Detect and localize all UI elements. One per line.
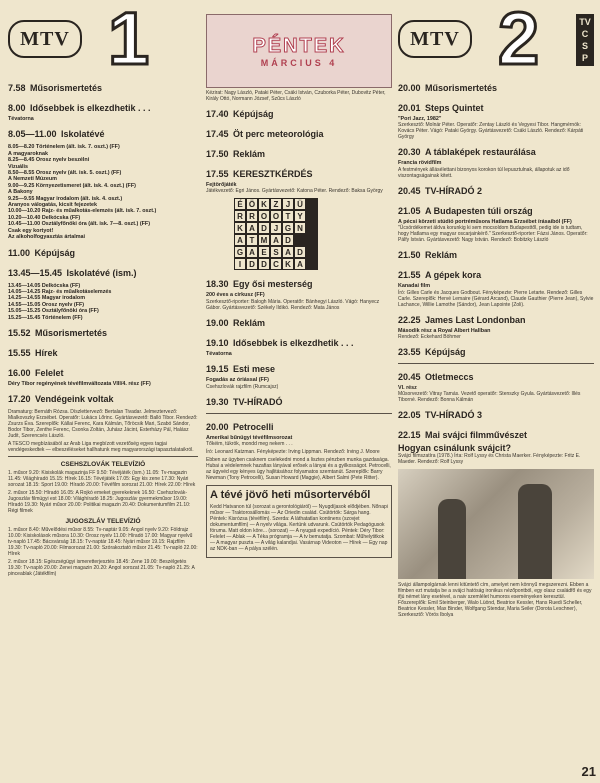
crossword-cell: K bbox=[282, 258, 294, 270]
program-title: A táblaképek restaurálása bbox=[424, 147, 536, 158]
program-heading bbox=[8, 243, 198, 261]
program-heading bbox=[398, 245, 594, 263]
program-time: 17.20 bbox=[8, 394, 31, 405]
crossword-cell: M bbox=[258, 234, 270, 246]
program-title: A Budapesten túli ország bbox=[424, 205, 533, 216]
program-title: Petrocelli bbox=[232, 421, 274, 432]
program-entry bbox=[398, 142, 594, 178]
program-entry bbox=[206, 333, 392, 357]
program-entry bbox=[398, 245, 594, 263]
program-subline: Az alkoholfogyasztás ártalmai bbox=[8, 234, 85, 241]
program-desc: Rendező: Eckehard Böhmer bbox=[398, 334, 461, 341]
mtv1-logo: MTV bbox=[8, 20, 82, 58]
cast-top: Kézirat: Nagy László, Pataki Péter, Csáki István, Czuborka Péter, Dubovitz Péter, Király Ottó, Normann József, Szűcs László bbox=[206, 90, 386, 102]
program-title: James Last Londonban bbox=[424, 314, 526, 325]
program-time: 8.00 bbox=[8, 103, 26, 113]
photo-caption: Svájci állampolgárnak lenni kitüntető cím, amelyet nem könnyű megszerezni. Ebben a filmben ezt mutatja be a svájci hatóság ironikus nézőpontból, egy olasz családfő és egy ifjú német lány esetével, a naiv szemlélet humoros eseményeken keresztül. Főszereplők: Emil Steinberger, Walo Lüönd, Beatrice Kessler, Hans Ruedi Scheller, Beatrice Kessler, Max Binder, Wolfgang Stendar, Maria Seiler (Dorota Leschner), Szerkesztő: Vörös Ibolya bbox=[398, 582, 592, 619]
program-entry bbox=[8, 144, 198, 240]
program-time: 13.45—15.45 bbox=[8, 267, 63, 278]
crossword-cell: A bbox=[234, 234, 246, 246]
program-subline: 10.20—10.40 Delkócska (FF) bbox=[8, 214, 81, 221]
program-entry bbox=[206, 313, 392, 331]
program-desc: A festmények állásélettani bizonyos korokon túl lepusztulnak, állapotuk az idő viszontagságainak kitett. bbox=[398, 166, 570, 179]
crossword-cell bbox=[306, 234, 318, 246]
program-entry bbox=[8, 283, 198, 321]
program-heading bbox=[398, 201, 594, 219]
mtv2-program-list bbox=[398, 78, 594, 360]
crossword-cell: D bbox=[246, 258, 258, 270]
petrocelli-text: Ebben az ügyben csaknem cselekedni mond a lisztes pénzben munka gazdasága. Hubai a védelemnek hazafias lányával erősek a lányai és a gyilkosságot. Petrocelli, az ügyvéd egy kényes ügy hajlitásához folyamatos szemtanút. Szereplők: Barry Newman (Tony Petrocelli), Susan Howard (Maggie), Albert Salmi (Pete Ritter). bbox=[206, 457, 391, 482]
program-heading bbox=[206, 104, 392, 122]
program-title: Idősebbek is elkezdhetik . . . bbox=[232, 337, 354, 348]
tv-csp-letter: C bbox=[581, 29, 589, 39]
program-desc: Játékvezető: Egri János. Gyártásvezető: Katona Péter. Rendező: Baksa György bbox=[206, 188, 383, 195]
program-subline: Csak egy kortyot! bbox=[8, 227, 54, 234]
mtv2-program-list-b bbox=[398, 367, 594, 465]
program-title: Műsorismertetés bbox=[424, 83, 498, 93]
program-entry bbox=[398, 367, 594, 403]
next-week-title: A tévé jövő heti műsortervéből bbox=[210, 489, 371, 502]
program-heading bbox=[398, 367, 594, 385]
column-friday bbox=[206, 0, 392, 558]
program-time: 18.30 bbox=[206, 279, 229, 290]
crossword-cell: T bbox=[246, 234, 258, 246]
crossword-cell: I bbox=[234, 258, 246, 270]
crossword-cell: T bbox=[282, 210, 294, 222]
program-heading bbox=[398, 405, 594, 423]
program-subline: 10.45—11.00 Osztályfőnöki óra (ált. isk. 7—8. oszt.) (FF) bbox=[8, 221, 150, 228]
crossword-cell: O bbox=[258, 210, 270, 222]
program-entry bbox=[398, 98, 594, 140]
program-subline: 15.05—15.25 Osztályfőnöki óra (FF) bbox=[8, 308, 99, 315]
program-desc: Szerkesztő-riporter: Balogh Mária. Operatőr: Bánhegyi László. Vágó: Hanyecz Gábor. Gyártásvezető: Székely Ildikó. Rendező: Mata János bbox=[206, 298, 380, 311]
crossword-cell: R bbox=[234, 210, 246, 222]
program-subtitle2: Hogyan csinálunk svájcit? bbox=[398, 443, 512, 454]
crossword-cell: Ü bbox=[294, 198, 306, 210]
program-entry bbox=[8, 323, 198, 341]
vendeg-text: A TESCO megbízásából az Arab Liga megbízott vezetőség egyes tagjai vendégeskedtek — elbeszéléseket hallhatunk meg magyarországi tapasztalataikról. bbox=[8, 441, 194, 454]
program-subline: 14.05—14.25 Rajz- és műalkotáselemzés bbox=[8, 288, 112, 295]
program-heading bbox=[206, 164, 392, 182]
next-week-text: Kedd Hatvanon túl (sorozat a gerontológiáról) — Nyugdíjasok elődjében. Nőnapi műsor — Traktorosállomás — Az Oriedin család. Csütörtök: Sárga hang. Péntek: Kisrózsa (tévéfilm). Szerda: A láthatatlan kontinens (szovjet dokumentumfilm) — A nyelv világa. Kertünk udvarunk. Csütörtök Pedagógusok fóruma. Matt oldon köre... (sorozat) — A nyugati expedíció. Péntek: Déry Tibor: Felelet — Ablak — A Téka prógramja — A tv bemutatja. Szombat: Műhelytitkok — A magyar puszta — A világ kalandjai. Vasárnap Videoton — Hírek — Egy nap az NDK-ban — A pálya szélén. bbox=[210, 504, 388, 553]
program-heading bbox=[8, 98, 198, 116]
ju-tv2-text: 2. műsor 18.15: Egészségügyi ismeretterjesztés 18.45: Zene 19.00: Beszélgetés 19.30: Tv-napló 20.00: Zenei magazin 20.20: Angol sorozat 21.05: Tv-napló 21.25: A pinceablak (Játékfilm) bbox=[8, 559, 195, 578]
cs-tv-text: 1. műsor 9.20: Kisiskolák magazinja FF 9.50: Tévéjáték (ism.) 11.05: Tv-magazin 11.45: Világhíradó 15.15: Hírek 16.15: Tévéjáték 17.05: Egy kis zene 17.30: Nyári sorozat 18.15: Sport 19.00: Híradó 20.00: Tévéfilm sorozat 21.00: Hírek 22.00: Hírek bbox=[8, 470, 196, 489]
program-entry bbox=[398, 181, 594, 199]
program-subline: 14.55—15.05 Orosz nyelv (FF) bbox=[8, 301, 85, 308]
program-heading bbox=[398, 425, 594, 443]
program-title: Felelet bbox=[34, 367, 64, 378]
program-title: Mai svájci filmművészet bbox=[424, 430, 528, 441]
program-time: 17.55 bbox=[206, 169, 229, 179]
next-week-box bbox=[206, 485, 392, 558]
program-title: Műsorismertetés bbox=[34, 327, 108, 338]
program-title: Reklám bbox=[232, 317, 266, 328]
program-desc: Műsorvezető: Vitray Tamás. Vezető operatőr: Stenszky Gyula. Gyártásvezető: Illés Tiborné. Rendező: Bonna Kálmán bbox=[398, 391, 581, 404]
program-subline: A Bakony bbox=[8, 189, 33, 196]
program-time: 20.00 bbox=[398, 83, 421, 93]
page-number: 21 bbox=[581, 764, 596, 779]
program-title: Reklám bbox=[232, 149, 266, 159]
program-heading bbox=[8, 343, 198, 361]
program-time: 19.10 bbox=[206, 337, 229, 348]
tv-csp-letter: TV bbox=[579, 17, 591, 27]
program-title: Steps Quintet bbox=[424, 103, 484, 113]
program-subline: Aranyos válogatás, kicsit fejezetek bbox=[8, 202, 97, 209]
program-heading bbox=[8, 263, 198, 281]
program-subtitle: Tévatorna bbox=[8, 116, 34, 122]
crossword-cell: Y bbox=[294, 210, 306, 222]
program-heading bbox=[398, 78, 594, 96]
program-entry bbox=[206, 164, 392, 194]
crossword-cell: S bbox=[270, 246, 282, 258]
program-entry bbox=[206, 392, 392, 410]
program-time: 15.55 bbox=[8, 347, 31, 358]
day-banner bbox=[206, 14, 392, 88]
ju-tv-text: 1. műsor 8.40: Művelődési műsor 8.55: Tv-naptár 9.05: Angol nyelv 9.20: Földrajz 10.00: Kisiskolások műsora 10.30: Orosz nyelv 11.00: Híradó 17.00: Magyar nyelvű tv-napló 17.45: Bácsvárság 18.15: Tv-naptár 18.45: Nyári műsor 19.15: Rajzfilm 19.30: Tv-napló 20.00: Filmsorozat 21.00: Szórakoztató műsor 21.45: Tv-napló 22.00: Hírek bbox=[8, 527, 198, 558]
crossword-cell: É bbox=[234, 198, 246, 210]
program-heading bbox=[8, 124, 198, 142]
program-time: 7.58 bbox=[8, 83, 26, 93]
program-desc: Tőkéim, tükrök, mondd meg nekem . . . bbox=[206, 441, 293, 448]
program-subline: 14.25—14.55 Magyar irodalom bbox=[8, 295, 86, 302]
crossword-grid bbox=[234, 198, 318, 270]
day-name: PÉNTEK bbox=[252, 34, 346, 57]
program-title: Idősebbek is elkezdhetik . . . bbox=[29, 103, 151, 113]
program-entry bbox=[398, 265, 594, 307]
crossword-cell: A bbox=[282, 246, 294, 258]
program-subline: 8.50—8.55 Orosz nyelv (ált. isk. 5. oszt.) (FF) bbox=[8, 170, 122, 177]
program-desc: Író: Gilles Carle és Jacques Godbout. Fényképezte: Pierre Letarte. Rendező: Gilles Carle. Szereplők: Hervé Lemaire (Gérard Arcand), Claude Gauthier (Pierre Jean), Sylvie Lachance, Willie Lamothe (Sándor), Jean Lapointe (Zoli). bbox=[398, 289, 594, 308]
program-time: 19.15 bbox=[206, 364, 229, 375]
program-title: Esti mese bbox=[232, 364, 276, 375]
program-desc: Svájci filmszatíra (1978.) Írta: Rolf Lyssy és Christa Maerker. Fényképezte: Fritz E. Maeder. Rendező: Rolf Lyssy bbox=[398, 453, 581, 466]
program-subline: 10.00—10.20 Rajz- és műalkotás-elemzés (ált. isk. 7. oszt.) bbox=[8, 208, 157, 215]
program-title: Otletmeccs bbox=[424, 372, 474, 383]
program-time: 23.55 bbox=[398, 347, 421, 358]
program-entry bbox=[206, 144, 392, 162]
day-date: MÁRCIUS 4 bbox=[260, 57, 338, 68]
crossword-cell: E bbox=[258, 246, 270, 258]
program-time: 20.30 bbox=[398, 147, 421, 158]
program-entry bbox=[398, 310, 594, 340]
program-time: 22.15 bbox=[398, 430, 421, 441]
program-entry bbox=[206, 417, 392, 455]
program-title: Iskolatévé bbox=[61, 129, 105, 140]
program-desc: "Ücsördékemet áldva korunkig ki sem mocsoldom Budapesttől, pedig ide is tudtam, hogy Hatlama egy magyar oscarjainkérő." Szerkesztő-riporter: Fázsi János. Operatőr: Pálfy István. Gyártásvezető: Nagy István. Rendező: Bobitzky László bbox=[398, 225, 588, 244]
program-subline: 15.25—15.45 Történelem (FF) bbox=[8, 314, 83, 321]
program-subtitle: Amerikai bűnügyi tévéfilmsorozat bbox=[206, 434, 293, 441]
program-subtitle: Tévatorna bbox=[206, 350, 232, 357]
mtv1-program-list bbox=[8, 78, 198, 407]
crossword-cell bbox=[294, 234, 306, 246]
program-entry bbox=[206, 274, 392, 310]
crossword-cell: G bbox=[234, 246, 246, 258]
crossword-cell: Ö bbox=[246, 198, 258, 210]
program-heading bbox=[206, 144, 392, 162]
program-time: 11.00 bbox=[8, 247, 31, 258]
program-entry bbox=[206, 359, 392, 389]
program-title: TV-HÍRADÓ 3 bbox=[424, 410, 482, 421]
program-heading bbox=[398, 310, 594, 328]
program-heading bbox=[398, 142, 594, 160]
program-heading bbox=[206, 274, 392, 292]
crossword-cell: A bbox=[294, 258, 306, 270]
program-time: 17.40 bbox=[206, 109, 229, 119]
program-time: 21.55 bbox=[398, 270, 421, 281]
program-entry bbox=[398, 405, 594, 423]
column-mtv2 bbox=[398, 0, 594, 620]
program-heading bbox=[8, 78, 198, 96]
program-heading bbox=[398, 265, 594, 283]
program-heading bbox=[206, 333, 392, 351]
program-subtitle: "Pori Jazz, 1982" bbox=[398, 116, 442, 122]
program-subtitle: Kanadai film bbox=[398, 283, 431, 290]
film-still-photo bbox=[398, 469, 594, 579]
program-heading bbox=[8, 389, 198, 407]
program-time: 17.50 bbox=[206, 149, 229, 159]
cs-tv2-text: 2. műsor 15.50: Híradó 16.05: A Rojkó emeket gyerekeknek 16.50: Csehszlovák-Jugoszláv filmügyi est 18.00: Világhíradó 18.25: Jugoszláv gyermekműsor 19.00: Híradó 19.30: Nyári műsor 20.00: Politikai magazin 20.40: Dokumentumfilm 21.10: Régi filmek bbox=[8, 490, 191, 515]
program-time: 15.52 bbox=[8, 327, 31, 338]
program-heading bbox=[206, 417, 392, 435]
channel-number-2: 2 bbox=[498, 0, 540, 80]
program-subline: 9.00—9.25 Környezetismeret (ált. isk. 4. oszt.) (FF) bbox=[8, 182, 136, 189]
program-title: TV-HÍRADÓ 2 bbox=[424, 185, 482, 196]
crossword-cell: J bbox=[282, 198, 294, 210]
crossword-cell bbox=[306, 222, 318, 234]
program-entry bbox=[8, 389, 198, 407]
program-subtitle: A pécsi körzeti stúdió portréműsora Hatlama Erzsébet írásaiból (FF) bbox=[398, 218, 572, 225]
program-time: 22.25 bbox=[398, 314, 421, 325]
program-extra: Író: Leonard Katzman. Fényképezte: Irving Lippman. Rendező: Irving J. Moore bbox=[206, 449, 380, 456]
crossword-cell: N bbox=[294, 222, 306, 234]
program-subline: A Nemzeti Múzeum bbox=[8, 176, 57, 183]
crossword-cell: A bbox=[246, 222, 258, 234]
crossword-cell bbox=[306, 258, 318, 270]
program-title: KERESZTKÉRDÉS bbox=[232, 169, 313, 179]
mtv2-header bbox=[398, 0, 594, 78]
crossword-cell: R bbox=[246, 210, 258, 222]
program-title: Képújság bbox=[34, 247, 75, 258]
program-entry bbox=[8, 124, 198, 142]
program-entry bbox=[398, 425, 594, 465]
program-time: 20.01 bbox=[398, 103, 421, 113]
program-time: 8.05—11.00 bbox=[8, 129, 57, 140]
program-title: Öt perc meteorológia bbox=[232, 129, 324, 139]
program-time: 21.05 bbox=[398, 205, 421, 216]
crossword-cell bbox=[306, 246, 318, 258]
program-entry bbox=[8, 363, 198, 387]
tv-csp-badge bbox=[576, 14, 594, 66]
crossword-cell: A bbox=[246, 246, 258, 258]
program-heading bbox=[398, 342, 594, 360]
program-time: 20.45 bbox=[398, 372, 421, 383]
program-heading bbox=[206, 313, 392, 331]
program-time: 17.45 bbox=[206, 129, 229, 139]
program-entry bbox=[398, 342, 594, 360]
crossword-cell: D bbox=[282, 234, 294, 246]
mtv2-logo: MTV bbox=[398, 20, 472, 58]
mtv1-header bbox=[8, 0, 198, 78]
program-title: Hírek bbox=[34, 347, 58, 358]
program-title: Egy ősi mesterség bbox=[232, 279, 313, 290]
program-time: 20.00 bbox=[206, 421, 229, 432]
program-entry bbox=[8, 98, 198, 122]
program-entry bbox=[206, 124, 392, 142]
program-heading bbox=[8, 323, 198, 341]
crossword-cell: A bbox=[270, 234, 282, 246]
program-subline: 8.25—8.45 Orosz nyelv beszélni bbox=[8, 157, 90, 164]
program-title: Képújság bbox=[424, 347, 466, 358]
program-entry bbox=[398, 78, 594, 96]
crossword-cell: D bbox=[258, 258, 270, 270]
program-time: 16.00 bbox=[8, 367, 31, 378]
program-subtitle: VI. rész bbox=[398, 385, 417, 392]
crossword-cell: C bbox=[270, 258, 282, 270]
program-time: 19.30 bbox=[206, 396, 229, 407]
program-title: Képújság bbox=[232, 109, 274, 119]
column-mtv1 bbox=[8, 0, 198, 579]
friday-program-a bbox=[206, 104, 392, 194]
program-subline: 9.25—9.55 Magyar irodalom (ált. isk. 4. oszt.) bbox=[8, 195, 123, 202]
ju-tv-title: JUGOSZLÁV TELEVÍZIÓ bbox=[65, 518, 141, 526]
program-heading bbox=[8, 363, 198, 381]
crossword-cell: D bbox=[258, 222, 270, 234]
tv-csp-letter: S bbox=[581, 41, 588, 51]
program-desc: Szerkesztő: Molnár Péter. Operatőr: Zentay László és Vegyesi Tibor. Hangmérnök: Kovács Péter. Vágó: Pataki György. Gyártásvezető: Csáki László. Rendező: Kárpáti György bbox=[398, 122, 584, 141]
program-title: A gépek kora bbox=[424, 270, 482, 281]
program-title: TV-HÍRADÓ bbox=[232, 396, 283, 407]
crossword-cell: J bbox=[270, 222, 282, 234]
program-heading bbox=[206, 392, 392, 410]
program-subline: 8.05—8.20 Történelem (ált. isk. 7. oszt.) (FF) bbox=[8, 144, 120, 151]
program-time: 20.45 bbox=[398, 185, 421, 196]
program-time: 21.50 bbox=[398, 250, 421, 261]
program-heading bbox=[206, 124, 392, 142]
program-subtitle: Második rész a Royal Albert Hallban bbox=[398, 327, 491, 334]
program-time: 19.00 bbox=[206, 317, 229, 328]
program-entry bbox=[8, 263, 198, 281]
program-entry bbox=[8, 78, 198, 96]
friday-program-c bbox=[206, 417, 392, 455]
program-subtitle: Fejtörőjáték bbox=[206, 182, 237, 188]
tv-csp-letter: P bbox=[581, 53, 588, 63]
crossword-cell: K bbox=[234, 222, 246, 234]
program-title: Vendégeink voltak bbox=[34, 394, 114, 405]
program-subtitle: Déry Tibor regényének tévéfilmváltozata VIII/4. rész (FF) bbox=[8, 380, 151, 387]
program-subtitle: Francia rövidfilm bbox=[398, 160, 442, 167]
program-title: Műsorismertetés bbox=[29, 83, 103, 93]
friday-program-b bbox=[206, 274, 392, 409]
program-subtitle: 200 éves a cirkusz (FF) bbox=[206, 292, 265, 299]
program-subtitle: Fogadás az óriással (FF) bbox=[206, 377, 269, 384]
program-time: 22.05 bbox=[398, 410, 421, 421]
program-entry bbox=[8, 343, 198, 361]
program-entry bbox=[398, 201, 594, 243]
crossword-cell: D bbox=[294, 246, 306, 258]
program-title: Reklám bbox=[424, 250, 458, 261]
program-heading bbox=[398, 181, 594, 199]
cs-tv-title: CSEHSZLOVÁK TELEVÍZIÓ bbox=[60, 461, 146, 469]
program-subline: 13.45—14.05 Delkócska (FF) bbox=[8, 282, 81, 289]
program-heading bbox=[398, 98, 594, 116]
felelet-credits: Dramaturg: Bernáth Rózsa. Díszlettervező: Bertalan Tivadar. Jelmeztervező: Mialkovszky Erzsébet. Operatőr: Lukács Lőrinc. Gyártásvezető: Balló Tibor. Rendező: Zsurzs Éva. Szereplők: Kállai Ferenc, Kara Kálmán, Tőröcsik Mari, Szabó Sándor, Bodor Tibor, Zenthe Ferenc, Csonka Zoltán, Juhász Jácint, Esterházy Pál, Halász Judit, Szerencsés László. bbox=[8, 409, 198, 440]
program-entry bbox=[206, 104, 392, 122]
crossword-cell: K bbox=[258, 198, 270, 210]
program-heading bbox=[206, 359, 392, 377]
program-subline: Vizuális bbox=[8, 163, 28, 170]
crossword-cell: O bbox=[270, 210, 282, 222]
program-entry bbox=[8, 243, 198, 261]
program-desc: Csehszlovák rajzfilm (Rumcajsz) bbox=[206, 383, 279, 390]
crossword-cell bbox=[306, 198, 318, 210]
program-subline: A magyaroknak bbox=[8, 150, 48, 157]
program-title: Iskolatévé (ism.) bbox=[66, 267, 137, 278]
crossword-cell: G bbox=[282, 222, 294, 234]
crossword-cell: Z bbox=[270, 198, 282, 210]
crossword-cell bbox=[306, 210, 318, 222]
channel-number-1: 1 bbox=[108, 0, 150, 80]
